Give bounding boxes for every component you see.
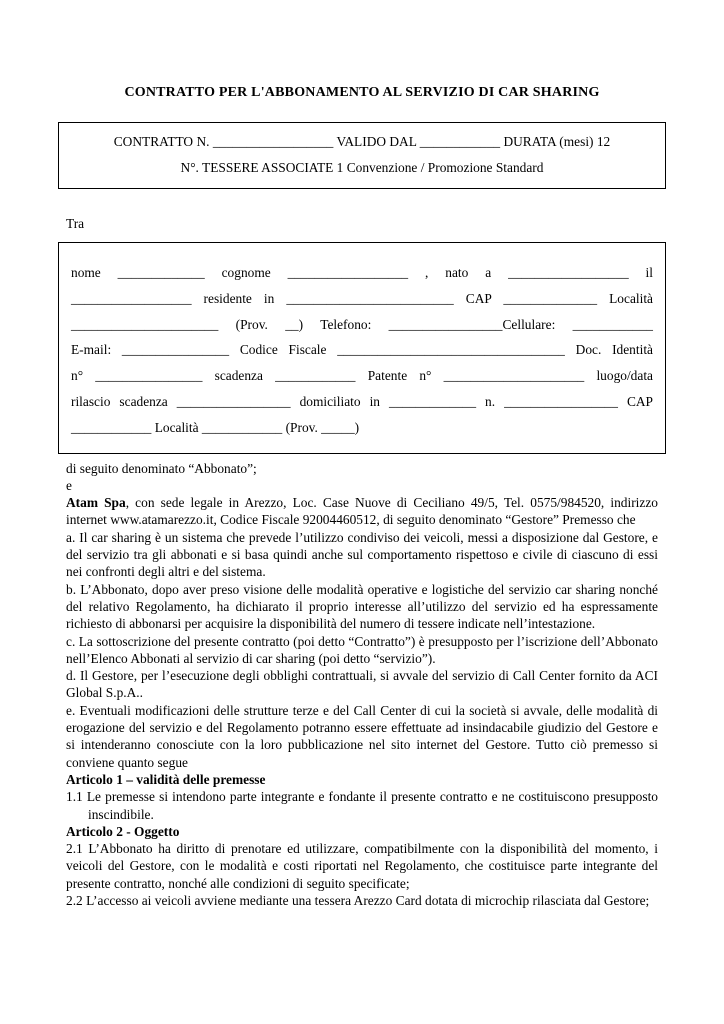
gestore-paragraph [66, 494, 658, 529]
form-line-email-fiscal: E-mail: ________________ Codice Fiscale __________________________________ Doc. Identità [71, 342, 653, 358]
premessa-e: e. Eventuali modificazioni delle strutture terze e del Call Center di cui la società si avvale, delle modalità di erogazione del servizio e del Regolamento potranno essere effettuate ad insindacabile giudizio del Gestore e si intenderanno conosciute con la loro pubblicazione nel sito internet del Gestore. Tutto ciò premesso si conviene quanto segue [66, 702, 658, 770]
form-line-id-license: n° ________________ scadenza ____________ Patente n° _____________________ luogo/data [71, 368, 653, 384]
tessere-associate-line: N°. TESSERE ASSOCIATE 1 Convenzione / Promozione Standard [180, 160, 544, 175]
abbonato-denomination: di seguito denominato “Abbonato”; [66, 460, 257, 476]
conjunction-e: e [66, 477, 72, 493]
clause-2-1: 2.1 L’Abbonato ha diritto di prenotare ed utilizzare, compatibilmente con la disponibilità del momento, i veicoli del Gestore, con le modalità e costi riportati nel Regolamento, che costituisce parte integrante del presente contratto, nonché alle condizioni di seguito specificate; [66, 841, 658, 891]
subscriber-details-box [58, 242, 666, 454]
premessa-b: b. L’Abbonato, dopo aver preso visione delle modalità operative e logistiche del servizio car sharing nonché del relativo Regolamento, ha dichiarato il proprio interesse all’utilizzo del servizio ed ha espressamente richiesto di abbonarsi per acquisire la disponibilità del numero di tessere indicate nell’intestazione. [66, 581, 658, 632]
premessa-c: c. La sottoscrizione del presente contratto (poi detto “Contratto”) è presupposto per l’iscrizione dell’Abbonato nell’Elenco Abbonati al servizio di car sharing (poi detto “servizio”). [66, 633, 658, 666]
clause-2-2: 2.2 L’accesso ai veicoli avviene mediante una tessera Arezzo Card dotata di microchip rilasciata dal Gestore; [66, 893, 650, 908]
form-line-name-surname: nome _____________ cognome __________________ , nato a __________________ il [71, 265, 653, 280]
contract-number-line: CONTRATTO N. __________________ VALIDO DAL ____________ DURATA (mesi) 12 [113, 134, 611, 149]
gestore-paragraph-text: , con sede legale in Arezzo, Loc. Case Nuove di Ceciliano 49/5, Tel. 0575/984520, indirizzo internet www.atamarezzo.it, Codice Fiscale 92004460512, di seguito denominato “Gestore” Premesso che [66, 495, 658, 528]
form-line-residence: __________________ residente in _________________________ CAP ______________ Località [71, 290, 653, 306]
form-line-locality: ____________ Località ____________ (Prov. _____) [71, 419, 360, 435]
form-line-phone: ______________________ (Prov. __) Telefono: _________________Cellulare: ____________ [71, 316, 653, 332]
articolo-1-heading: Articolo 1 – validità delle premesse [66, 771, 266, 787]
company-name: Atam Spa [66, 495, 126, 511]
form-line-domicile: rilascio scadenza _________________ domiciliato in _____________ n. _________________ CAP [71, 393, 653, 409]
articolo-2-heading: Articolo 2 - Oggetto [66, 823, 180, 839]
tra-label: Tra [66, 216, 85, 231]
contract-body [66, 460, 658, 910]
clause-1-1: 1.1 Le premesse si intendono parte integrante e fondante il presente contratto e ne costituiscono presupposto inscindibile. [66, 789, 658, 822]
page-title: CONTRATTO PER L'ABBONAMENTO AL SERVIZIO DI CAR SHARING [124, 85, 600, 100]
contract-header-box [58, 122, 666, 189]
premessa-d: d. Il Gestore, per l’esecuzione degli obblighi contrattuali, si avvale del servizio di Call Center fornito da ACI Global S.p.A.. [66, 668, 658, 701]
premessa-a: a. Il car sharing è un sistema che prevede l’utilizzo condiviso dei veicoli, messi a disposizione dal Gestore, e del servizio tra gli abbonati e si basa quindi anche sul comportamento rispettoso e civile di ciascuno di essi nei confronti degli altri e del sistema. [66, 529, 658, 580]
